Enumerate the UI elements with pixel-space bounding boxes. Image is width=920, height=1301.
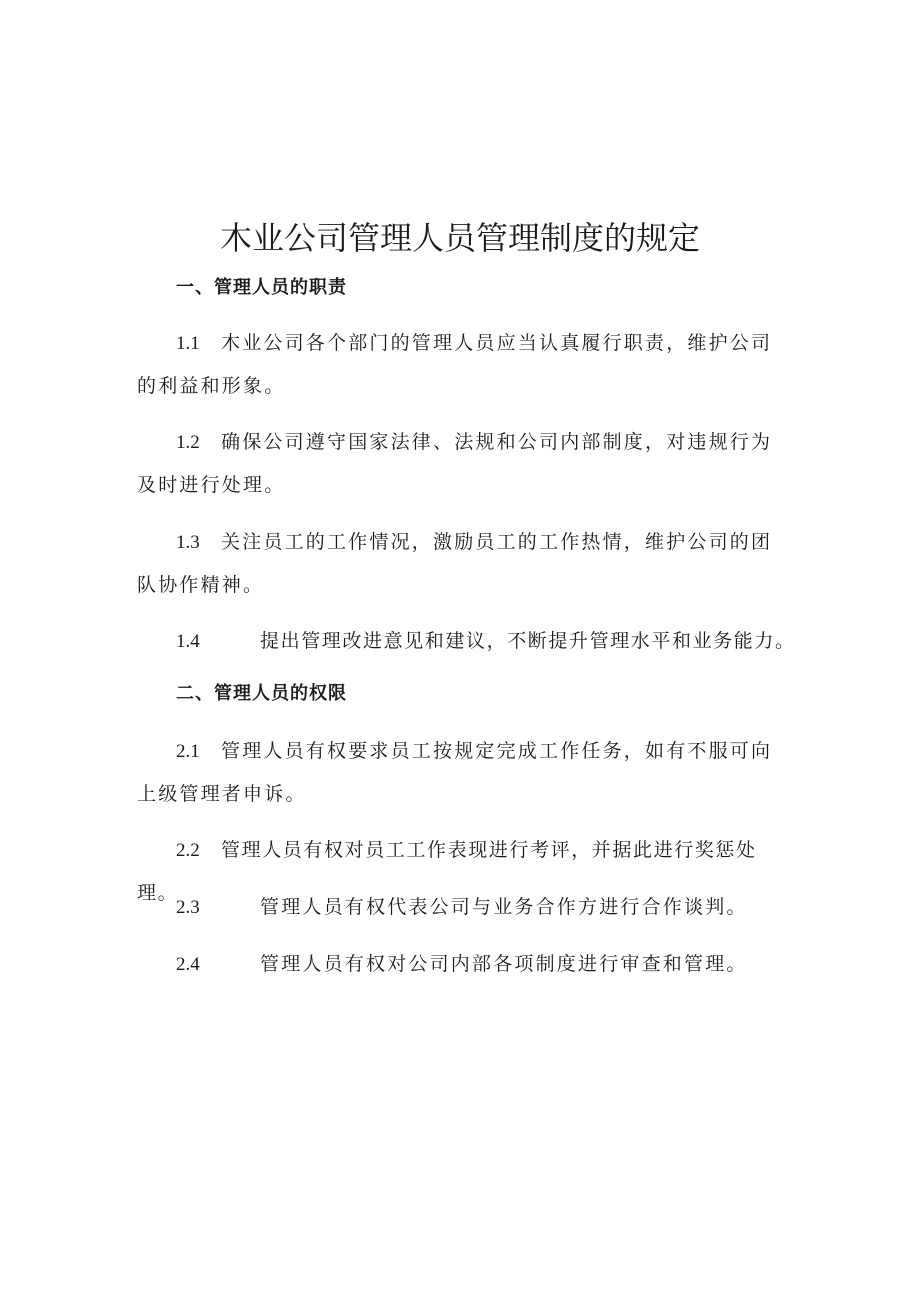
clause-2-1 [137, 730, 787, 815]
clause-text: 确保公司遵守国家法律、法规和公司内部制度，对违规行为及时进行处理。 [137, 431, 773, 496]
clause-text: 管理人员有权代表公司与业务合作方进行合作谈判。 [260, 896, 748, 918]
clause-1-3 [137, 521, 787, 606]
clause-number: 2.1 [176, 741, 200, 762]
clause-number: 2.2 [176, 840, 200, 861]
clause-1-1 [137, 322, 787, 407]
clause-text: 管理人员有权要求员工按规定完成工作任务，如有不服可向上级管理者申诉。 [137, 740, 773, 805]
clause-text: 管理人员有权对公司内部各项制度进行审查和管理。 [260, 953, 748, 975]
clause-2-4 [137, 943, 787, 986]
clause-number: 2.3 [176, 897, 200, 918]
section-heading-duties: 一、管理人员的职责 [176, 277, 347, 298]
clause-2-3 [137, 886, 787, 929]
clause-text: 木业公司各个部门的管理人员应当认真履行职责，维护公司的利益和形象。 [137, 332, 773, 397]
clause-1-4 [137, 620, 797, 663]
clause-number: 1.3 [176, 532, 200, 553]
clause-number: 1.4 [176, 631, 200, 652]
document-title: 木业公司管理人员管理制度的规定 [219, 219, 700, 257]
clause-number: 1.1 [176, 333, 200, 354]
clause-text: 关注员工的工作情况，激励员工的工作热情，维护公司的团队协作精神。 [137, 531, 773, 596]
clause-number: 1.2 [176, 432, 200, 453]
clause-number: 2.4 [176, 954, 200, 975]
clause-1-2 [137, 421, 787, 506]
section-heading-authority: 二、管理人员的权限 [176, 683, 347, 704]
clause-text: 提出管理改进意见和建议，不断提升管理水平和业务能力。 [260, 630, 796, 652]
clause-text: 管理人员有权对员工工作表现进行考评，并据此进行奖惩处理。 [137, 839, 757, 904]
